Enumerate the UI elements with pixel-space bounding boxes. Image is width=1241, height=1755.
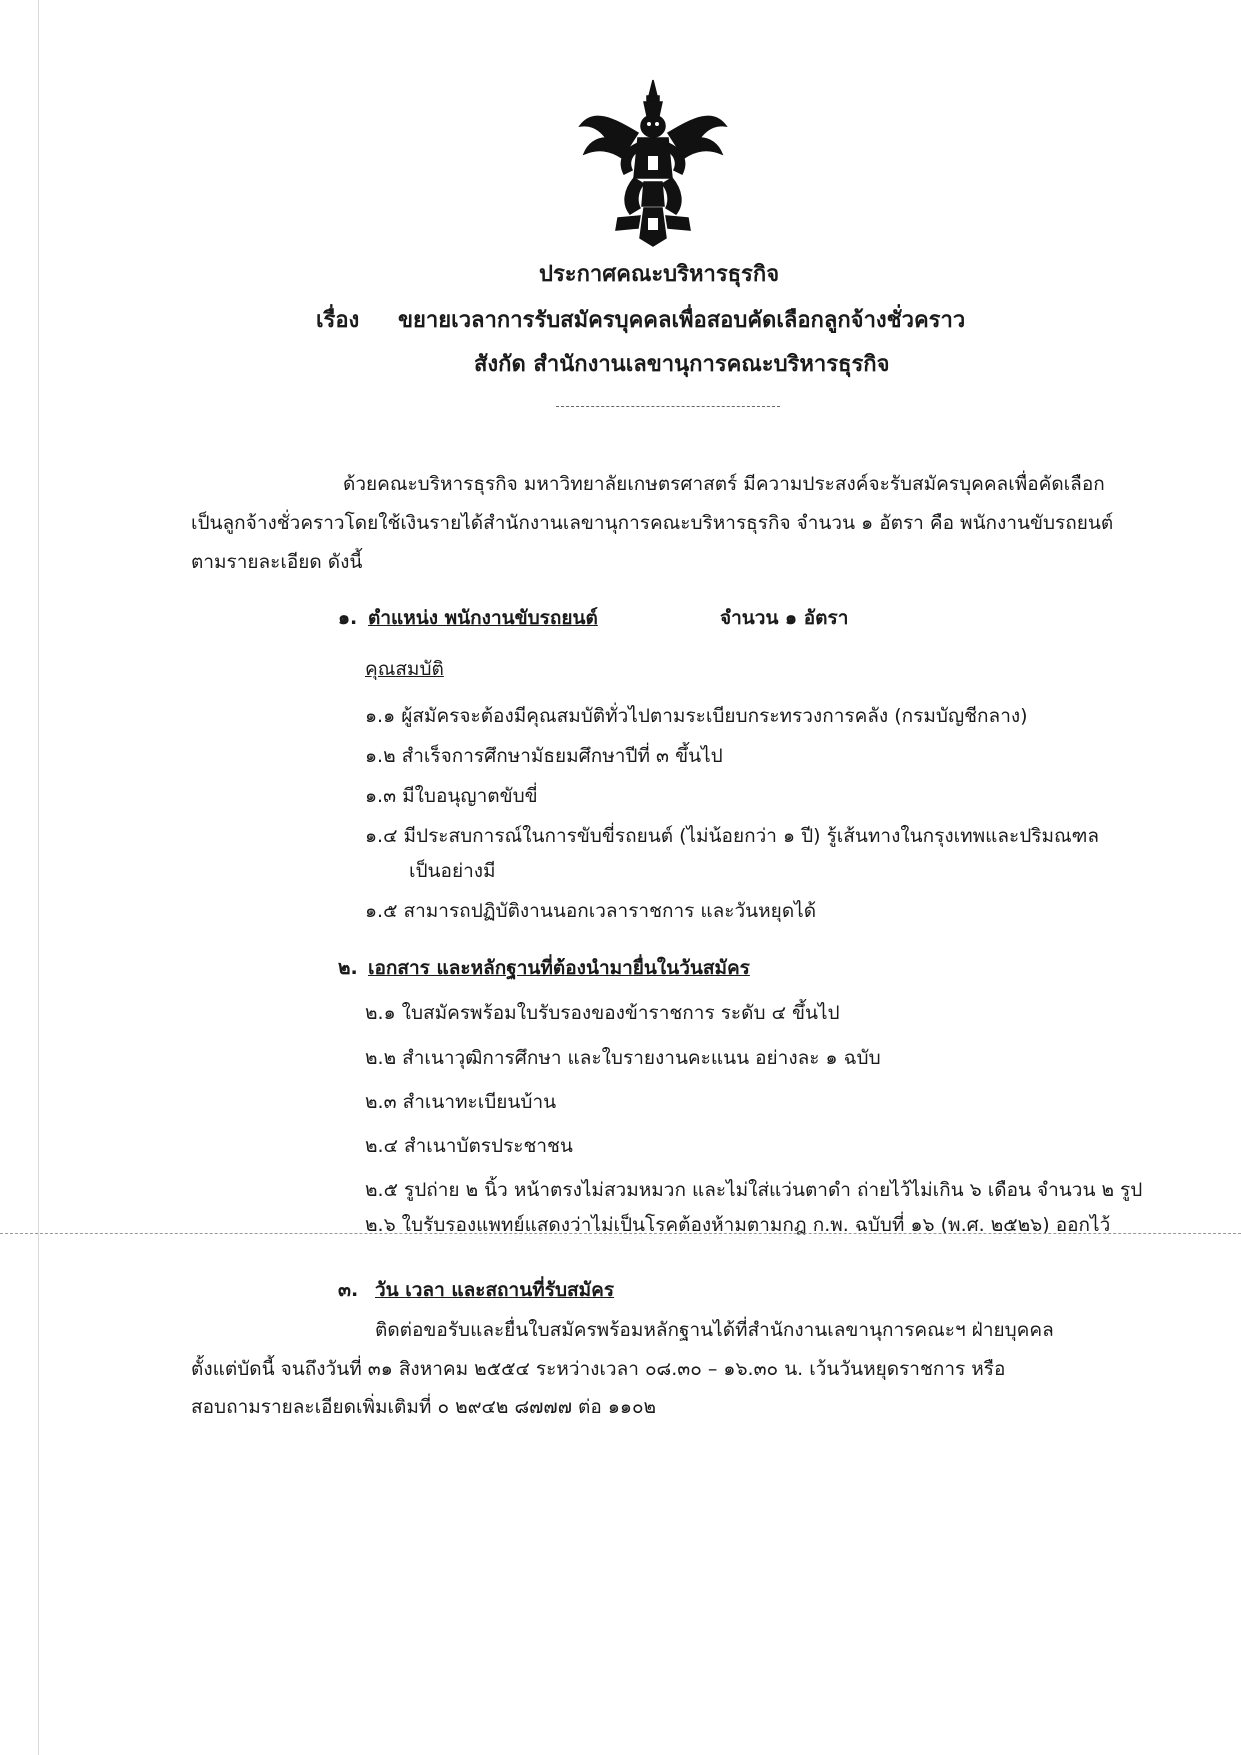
section-3-line-1: ติดต่อขอรับและยื่นใบสมัครพร้อมหลักฐานได้ที่สำนักงานเลขานุการคณะฯ ฝ่ายบุคคล <box>375 1319 1054 1341</box>
qualification-item: ๑.๒ สำเร็จการศึกษามัธยมศึกษาปีที่ ๓ ขึ้นไป <box>365 745 723 767</box>
qualification-item-continuation: เป็นอย่างมี <box>409 860 496 882</box>
page-crop-line <box>0 1233 1241 1234</box>
title-separator <box>556 406 780 407</box>
intro-line-3: ตามรายละเอียด ดังนี้ <box>191 551 363 573</box>
section-3-heading: วัน เวลา และสถานที่รับสมัคร <box>375 1279 615 1301</box>
subject-text: ขยายเวลาการรับสมัครบุคคลเพื่อสอบคัดเลือกลูกจ้างชั่วคราว <box>398 308 966 333</box>
document-item: ๒.๕ รูปถ่าย ๒ นิ้ว หน้าตรงไม่สวมหมวก และไม่ใส่แว่นตาดำ ถ่ายไว้ไม่เกิน ๖ เดือน จำนวน ๒ รูป <box>365 1179 1143 1201</box>
qualifications-label: คุณสมบัติ <box>365 658 444 680</box>
section-1-heading: ตำแหน่ง พนักงานขับรถยนต์ <box>368 607 598 629</box>
section-3-line-3: สอบถามรายละเอียดเพิ่มเติมที่ ๐ ๒๙๔๒ ๘๗๗๗ ต่อ ๑๑๐๒ <box>191 1396 657 1418</box>
document-item: ๒.๔ สำเนาบัตรประชาชน <box>365 1135 573 1157</box>
document-title: ประกาศคณะบริหารธุรกิจ <box>539 262 780 287</box>
intro-line-2: เป็นลูกจ้างชั่วคราวโดยใช้เงินรายได้สำนักงานเลขานุการคณะบริหารธุรกิจ จำนวน ๑ อัตรา คือ พนักงานขับรถยนต์ <box>191 512 1114 534</box>
qualification-item: ๑.๕ สามารถปฏิบัติงานนอกเวลาราชการ และวันหยุดได้ <box>365 900 817 922</box>
page-left-border <box>38 0 39 1755</box>
section-1-number: ๑. <box>338 607 358 629</box>
document-item: ๒.๓ สำเนาทะเบียนบ้าน <box>365 1091 557 1113</box>
qualification-item: ๑.๔ มีประสบการณ์ในการขับขี่รถยนต์ (ไม่น้อยกว่า ๑ ปี) รู้เส้นทางในกรุงเทพและปริมณฑล <box>365 825 1100 847</box>
affiliation-text: สังกัด สำนักงานเลขานุการคณะบริหารธุรกิจ <box>474 352 890 377</box>
intro-line-1: ด้วยคณะบริหารธุรกิจ มหาวิทยาลัยเกษตรศาสตร์ มีความประสงค์จะรับสมัครบุคคลเพื่อคัดเลือก <box>343 473 1105 495</box>
garuda-emblem-icon <box>578 78 728 248</box>
document-item: ๒.๑ ใบสมัครพร้อมใบรับรองของข้าราชการ ระดับ ๔ ขึ้นไป <box>365 1002 840 1024</box>
section-3-number: ๓. <box>338 1279 359 1301</box>
section-1-count: จำนวน ๑ อัตรา <box>720 607 849 629</box>
section-2-number: ๒. <box>338 957 358 979</box>
qualification-item: ๑.๑ ผู้สมัครจะต้องมีคุณสมบัติทั่วไปตามระเบียบกระทรวงการคลัง (กรมบัญชีกลาง) <box>365 705 1028 727</box>
section-2-heading: เอกสาร และหลักฐานที่ต้องนำมายื่นในวันสมัคร <box>368 957 750 979</box>
subject-label: เรื่อง <box>316 308 360 333</box>
document-item: ๒.๖ ใบรับรองแพทย์แสดงว่าไม่เป็นโรคต้องห้ามตามกฎ ก.พ. ฉบับที่ ๑๖ (พ.ศ. ๒๕๒๖) ออกไว้ <box>365 1214 1111 1236</box>
document-item: ๒.๒ สำเนาวุฒิการศึกษา และใบรายงานคะแนน อย่างละ ๑ ฉบับ <box>365 1047 881 1069</box>
qualification-item: ๑.๓ มีใบอนุญาตขับขี่ <box>365 785 538 807</box>
section-3-line-2: ตั้งแต่บัดนี้ จนถึงวันที่ ๓๑ สิงหาคม ๒๕๕๔ ระหว่างเวลา ๐๘.๓๐ – ๑๖.๓๐ น. เว้นวันหยุดราชการ หรือ <box>191 1358 1006 1380</box>
